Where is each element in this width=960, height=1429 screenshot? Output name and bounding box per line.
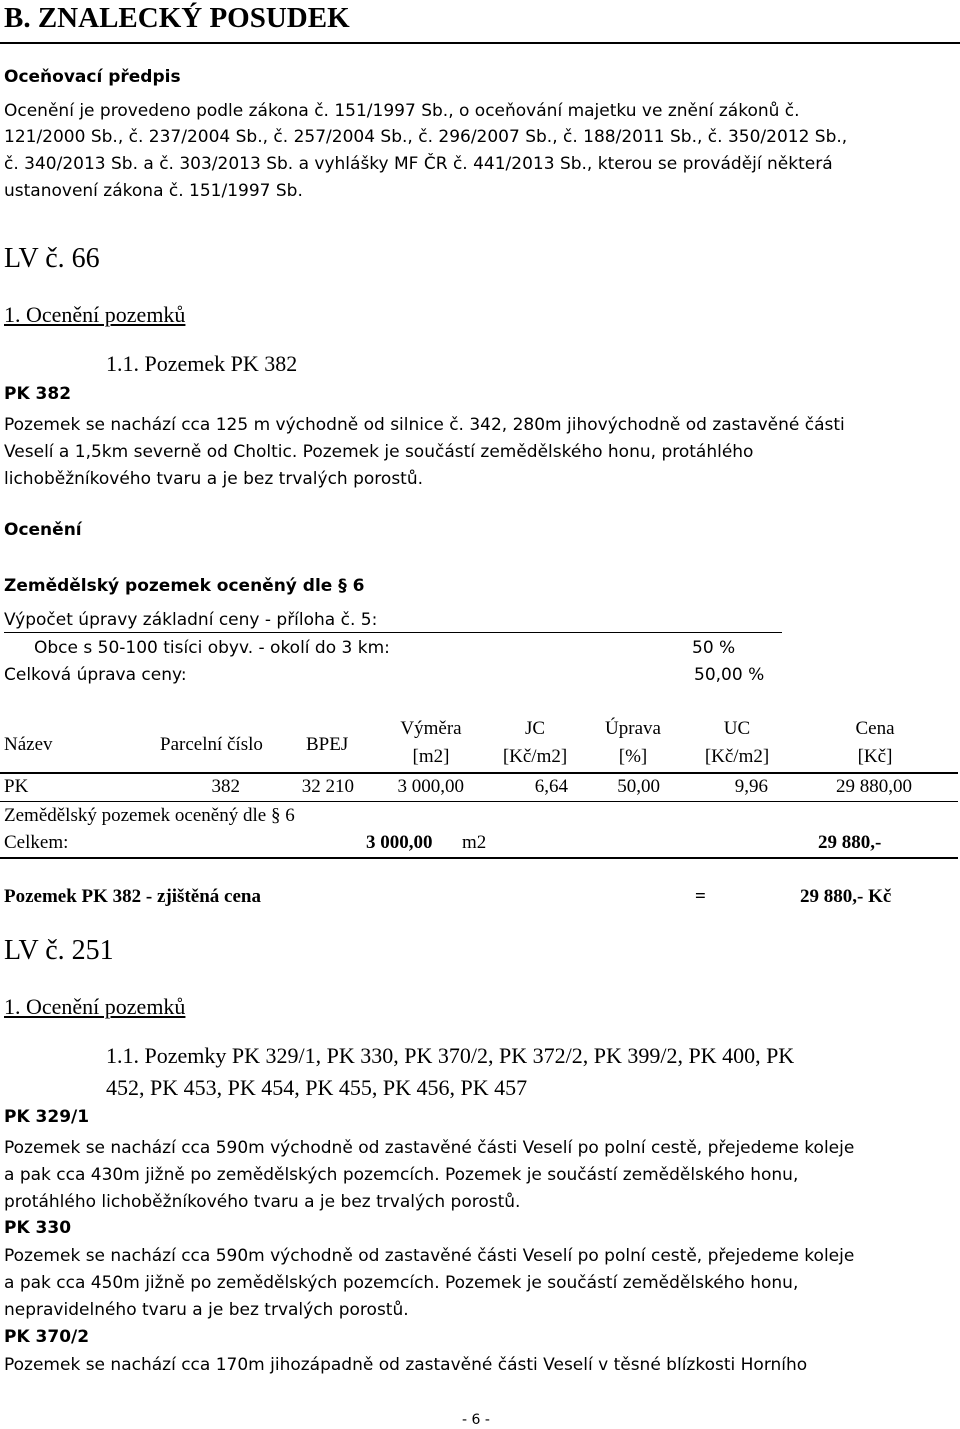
adjustment-label: Obce s 50-100 tisíci obyv. - okolí do 3 km: <box>34 638 390 658</box>
row-area: 3 000,00 <box>397 776 464 797</box>
parcel-desc-line: Pozemek se nachází cca 170m jihozápadně od zastavěné části Veselí v těsné blízkosti Horního <box>4 1355 808 1375</box>
document-heading: B. ZNALECKÝ POSUDEK <box>4 2 350 34</box>
intro-line: ustanovení zákona č. 151/1997 Sb. <box>4 181 303 201</box>
heading-rule <box>0 42 960 44</box>
parcel-label: PK 329/1 <box>4 1107 90 1127</box>
col-header-uc-unit: [Kč/m2] <box>704 746 770 767</box>
total-adjustment-value: 50,00 % <box>694 665 765 685</box>
col-header-price-unit: [Kč] <box>857 746 893 767</box>
lv-title: LV č. 66 <box>4 243 100 274</box>
parcel-desc-line: Pozemek se nachází cca 590m východně od zastavěné části Veselí po polní cestě, přejedeme koleje <box>4 1246 855 1266</box>
table-total-price: 29 880,- <box>818 832 882 853</box>
parcel-label: PK 382 <box>4 384 72 404</box>
parcel-label: PK 330 <box>4 1218 72 1238</box>
intro-line: 121/2000 Sb., č. 237/2004 Sb., č. 257/2004 Sb., č. 296/2007 Sb., č. 188/2011 Sb., č. 350/2012 Sb., <box>4 127 848 147</box>
parcel-label: PK 370/2 <box>4 1327 90 1347</box>
parcel-desc-line: Pozemek se nachází cca 125 m východně od silnice č. 342, 280m jihovýchodně od zastavěné části <box>4 415 845 435</box>
adjustment-value: 50 % <box>692 638 736 658</box>
row-adjustment: 50,00 <box>617 776 660 797</box>
row-parcel: 382 <box>211 776 240 797</box>
table-header-rule <box>0 772 958 774</box>
row-bpej: 32 210 <box>301 776 354 797</box>
table-total-rule <box>0 857 958 859</box>
col-header-adjustment: Úprava <box>605 718 661 739</box>
parcel-desc-line: Pozemek se nachází cca 590m východně od zastavěné části Veselí po polní cestě, přejedeme koleje <box>4 1138 855 1158</box>
intro-line: č. 340/2013 Sb. a č. 303/2013 Sb. a vyhlášky MF ČR č. 441/2013 Sb., kterou se provádějí některá <box>4 154 833 174</box>
subsection-title: 1.1. Pozemek PK 382 <box>106 351 298 376</box>
parcel-desc-line: protáhlého lichoběžníkového tvaru a je bez trvalých porostů. <box>4 1192 521 1212</box>
section-title: 1. Ocenění pozemků <box>4 302 186 327</box>
calc-rule <box>4 632 782 633</box>
row-jc: 6,64 <box>534 776 568 797</box>
row-name: PK <box>4 776 29 797</box>
parcel-desc-line: Veselí a 1,5km severně od Choltic. Pozemek je součástí zemědělského honu, protáhlého <box>4 442 754 462</box>
calc-title: Výpočet úpravy základní ceny - příloha č. 5: <box>4 610 378 630</box>
table-row-rule <box>0 801 958 802</box>
row-uc: 9,96 <box>734 776 768 797</box>
subsection-title-cont: 452, PK 453, PK 454, PK 455, PK 456, PK 457 <box>106 1075 528 1100</box>
result-value: 29 880,- Kč <box>800 886 892 907</box>
table-group-label: Zemědělský pozemek oceněný dle § 6 <box>4 805 295 826</box>
table-total-area-unit: m2 <box>462 832 487 853</box>
parcel-desc-line: a pak cca 430m jižně po zemědělských pozemcích. Pozemek je součástí zemědělského honu, <box>4 1165 799 1185</box>
parcel-desc-line: a pak cca 450m jižně po zemědělských pozemcích. Pozemek je součástí zemědělského honu, <box>4 1273 799 1293</box>
col-header-adjustment-unit: [%] <box>618 746 648 767</box>
col-header-price: Cena <box>855 718 895 739</box>
lv-title: LV č. 251 <box>4 935 114 966</box>
page-number: - 6 - <box>462 1412 490 1428</box>
parcel-desc-line: lichoběžníkového tvaru a je bez trvalých porostů. <box>4 469 424 489</box>
col-header-name: Název <box>4 734 53 755</box>
col-header-jc-unit: [Kč/m2] <box>502 746 568 767</box>
total-adjustment-label: Celková úprava ceny: <box>4 665 187 685</box>
land-title: Zemědělský pozemek oceněný dle § 6 <box>4 576 365 596</box>
col-header-parcel: Parcelní číslo <box>160 734 263 755</box>
intro-line: Ocenění je provedeno podle zákona č. 151/1997 Sb., o oceňování majetku ve znění zákonů č. <box>4 101 800 121</box>
intro-title: Oceňovací předpis <box>4 67 181 87</box>
table-total-label: Celkem: <box>4 832 69 853</box>
section-title: 1. Ocenění pozemků <box>4 994 186 1019</box>
result-label: Pozemek PK 382 - zjištěná cena <box>4 886 261 907</box>
result-equals: = <box>695 886 706 907</box>
parcel-desc-line: nepravidelného tvaru a je bez trvalých porostů. <box>4 1300 409 1320</box>
col-header-bpej: BPEJ <box>306 734 349 755</box>
subsection-title: 1.1. Pozemky PK 329/1, PK 330, PK 370/2, PK 372/2, PK 399/2, PK 400, PK <box>106 1043 795 1068</box>
valuation-title: Ocenění <box>4 520 82 540</box>
col-header-area-unit: [m2] <box>412 746 450 767</box>
row-price: 29 880,00 <box>836 776 912 797</box>
col-header-uc: UC <box>723 718 751 739</box>
col-header-area: Výměra <box>400 718 462 739</box>
col-header-jc: JC <box>524 718 546 739</box>
table-total-area: 3 000,00 <box>366 832 433 853</box>
